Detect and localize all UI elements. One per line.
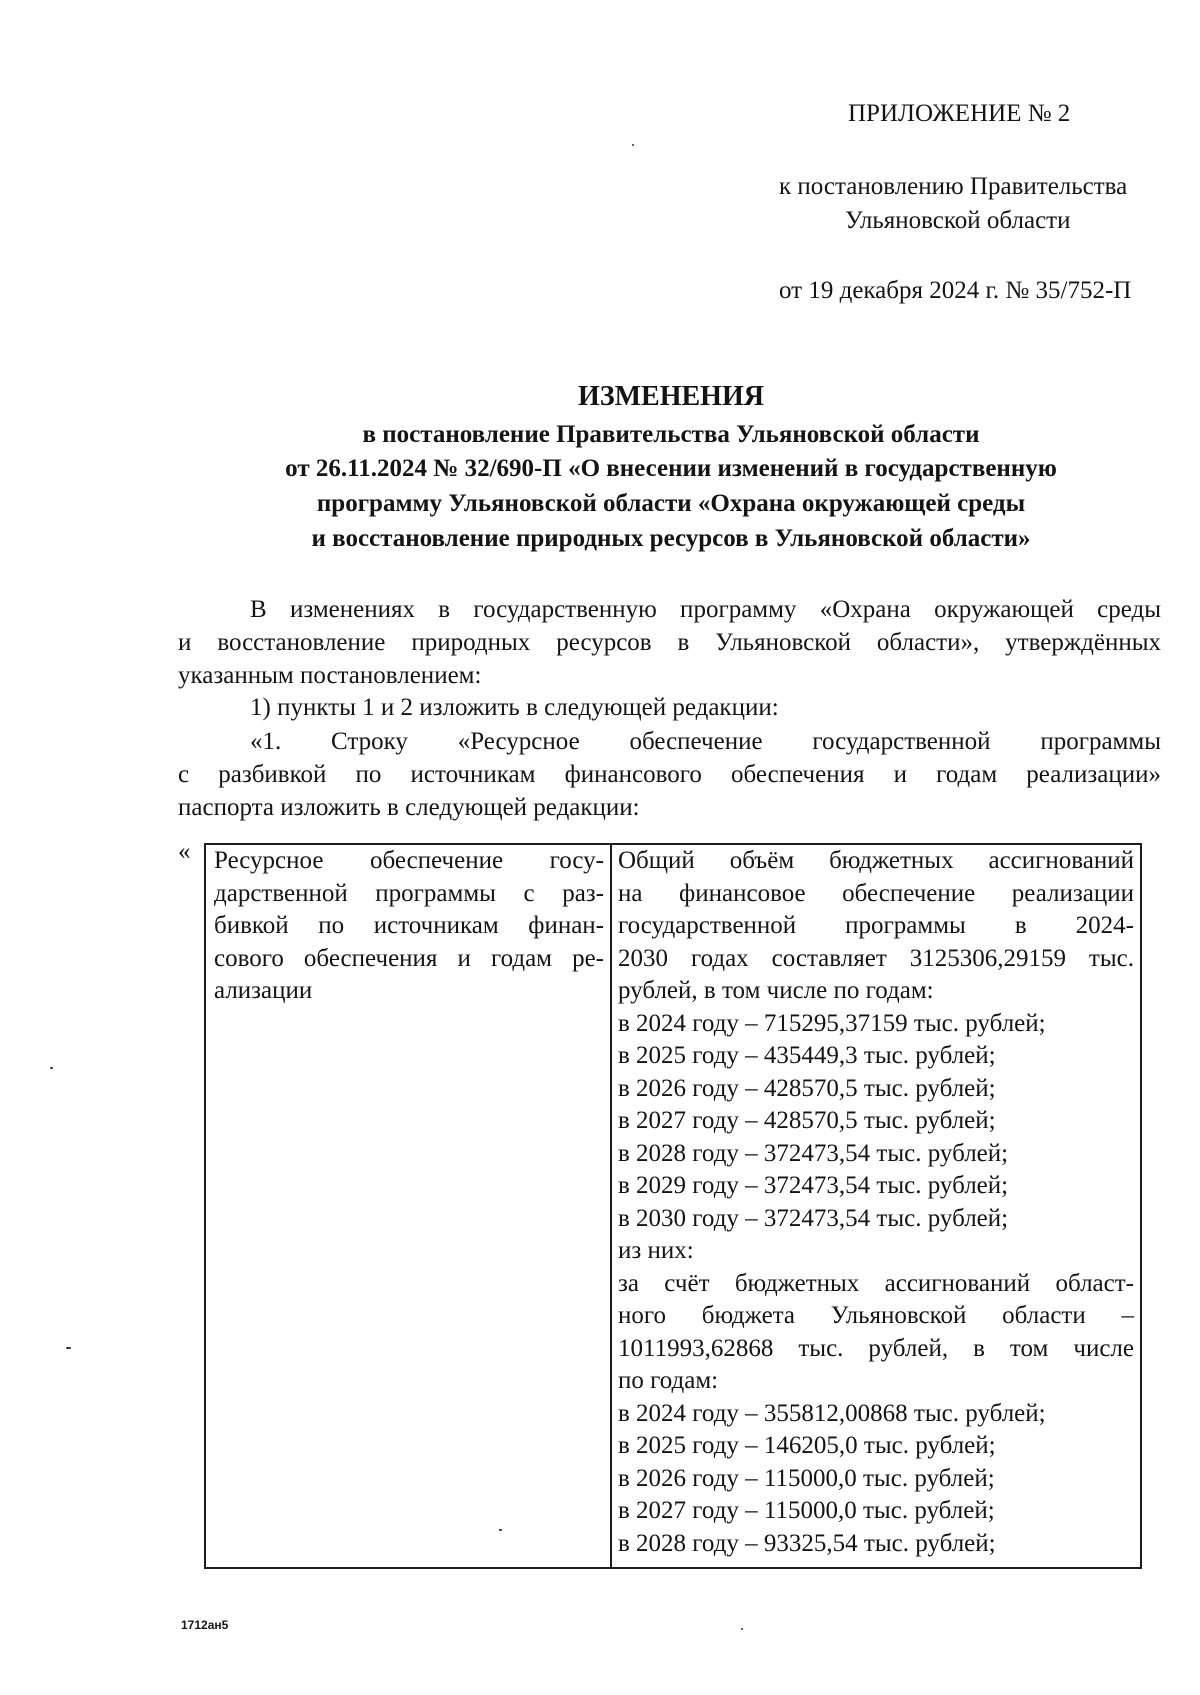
table-right-cell-line: в 2027 году – 428570,5 тыс. рублей; [618,1107,996,1134]
table-right-cell-line: в 2029 году – 372473,54 тыс. рублей; [618,1172,1009,1199]
table-cell-row-content [618,845,1134,1560]
table-left-cell-line: Ресурсное обеспечение госу- [214,847,604,874]
document-subtitle-line-1: в постановление Правительства Ульяновской области [362,421,980,448]
table-right-cell-line: в 2030 году – 372473,54 тыс. рублей; [618,1204,1009,1232]
paragraph-3-line-3: паспорта изложить в следующей редакции: [178,794,640,821]
table-left-cell-line: ализации [214,977,313,1004]
table-right-cell-line: в 2026 году – 115000,0 тыс. рублей; [618,1464,995,1492]
document-title: ИЗМЕНЕНИЯ [578,381,764,412]
table-right-cell-line: в 2024 году – 355812,00868 тыс. рублей; [618,1399,1046,1427]
resource-provision-table [204,843,1142,1569]
scan-speck [632,144,634,146]
table-left-cell-line: бивкой по источникам финан- [214,912,604,939]
document-subtitle-line-2: от 26.11.2024 № 32/690-П «О внесении изменений в государственную [285,455,1057,482]
table-right-cell-line: в 2028 году – 372473,54 тыс. рублей; [618,1139,1009,1167]
paragraph-1-line-1: В изменениях в государственную программу «Охрана окружающей среды [250,596,1161,623]
table-left-cell-line: дарственной программы с раз- [214,879,604,907]
resolution-date-number: от 19 декабря 2024 г. № 35/752-П [779,277,1132,304]
table-right-cell-line: в 2025 году – 146205,0 тыс. рублей; [618,1432,996,1459]
resolution-reference-line-2: Ульяновской области [845,207,1071,234]
table-right-cell-line: ного бюджета Ульяновской области – [618,1302,1134,1329]
table-right-cell-line: в 2026 году – 428570,5 тыс. рублей; [618,1074,996,1102]
table-cell-row-heading [214,845,604,1008]
paragraph-3-line-1: «1. Строку «Ресурсное обеспечение государственной программы [250,728,1161,755]
table-left-cell-line: сового обеспечения и годам ре- [214,944,604,972]
table-right-cell-line: из них: [618,1237,694,1264]
table-open-quote: « [178,838,191,865]
scan-speck [741,1628,743,1630]
document-subtitle-line-4: и восстановление природных ресурсов в Ульяновской области» [311,525,1031,552]
paragraph-1-line-3: указанным постановлением: [178,662,482,689]
table-column-divider [610,845,612,1567]
appendix-heading: ПРИЛОЖЕНИЕ № 2 [848,100,1071,127]
table-right-cell-line: государственной программы в 2024- [618,912,1134,939]
document-subtitle-line-3: программу Ульяновской области «Охрана окружающей среды [316,490,1026,517]
scan-speck [50,1067,53,1069]
table-right-cell-line: в 2024 году – 715295,37159 тыс. рублей; [618,1009,1046,1037]
table-right-cell-line: Общий объём бюджетных ассигнований [618,847,1134,874]
table-right-cell-line: за счёт бюджетных ассигнований област- [618,1269,1134,1297]
table-right-cell-line: в 2027 году – 115000,0 тыс. рублей; [618,1497,995,1524]
paragraph-3-line-2: с разбивкой по источникам финансового обеспечения и годам реализации» [178,761,1161,788]
resolution-reference-line-1: к постановлению Правительства [779,173,1128,200]
table-right-cell-line: по годам: [618,1367,719,1394]
paragraph-2: 1) пункты 1 и 2 изложить в следующей редакции: [250,694,779,721]
table-right-cell-line: в 2025 году – 435449,3 тыс. рублей; [618,1042,996,1069]
document-code: 1712ан5 [181,1618,229,1632]
paragraph-1-line-2: и восстановление природных ресурсов в Ульяновской области», утверждённых [178,629,1161,656]
table-right-cell-line: в 2028 году – 93325,54 тыс. рублей; [618,1529,996,1557]
table-right-cell-line: на финансовое обеспечение реализации [618,879,1134,907]
table-right-cell-line: 2030 годах составляет 3125306,29159 тыс. [618,944,1134,972]
table-right-cell-line: 1011993,62868 тыс. рублей, в том числе [618,1334,1134,1362]
table-right-cell-line: рублей, в том числе по годам: [618,977,934,1004]
scan-speck [66,1347,71,1349]
scan-speck [499,1529,502,1531]
